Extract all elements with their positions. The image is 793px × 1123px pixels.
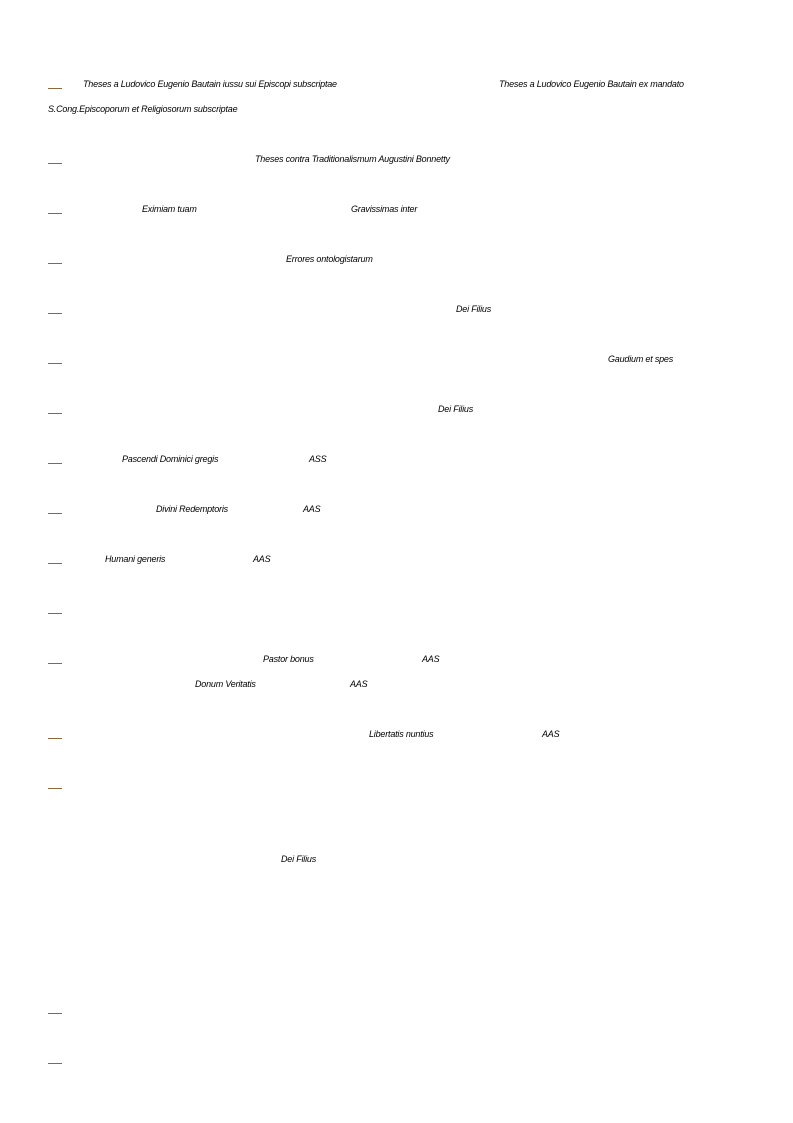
footnote-10-source: AAS (253, 554, 271, 564)
footnote-3-title-2: Gravissimas inter (351, 204, 418, 214)
footnote-mark (48, 463, 62, 464)
footnote-mark (48, 1013, 62, 1014)
footnote-8-source: ASS (309, 454, 327, 464)
footnote-12-source-2: AAS (350, 679, 368, 689)
footnote-1-continuation: S.Cong.Episcoporum et Religiosorum subscriptae (48, 104, 238, 114)
footnote-9-title: Divini Redemptoris (156, 504, 228, 514)
footnote-1-title: Theses a Ludovico Eugenio Bautain iussu sui Episcopi subscriptae (83, 79, 337, 89)
footnote-mark (48, 363, 62, 364)
footnote-7-title: Dei Filius (438, 404, 474, 414)
footnote-3-title: Eximiam tuam (142, 204, 197, 214)
footnote-14-title: Dei Filius (281, 854, 317, 864)
footnote-mark (48, 613, 62, 614)
footnote-9-source: AAS (303, 504, 321, 514)
footnote-10-title: Humani generis (105, 554, 166, 564)
footnote-mark (48, 1063, 62, 1064)
footnote-12-title-2: Donum Veritatis (195, 679, 256, 689)
footnote-mark (48, 88, 62, 89)
footnote-8-title: Pascendi Dominici gregis (122, 454, 219, 464)
footnote-1-title-2: Theses a Ludovico Eugenio Bautain ex mandato (499, 79, 684, 89)
footnote-mark (48, 563, 62, 564)
footnote-mark (48, 313, 62, 314)
footnote-5-title: Dei Filius (456, 304, 492, 314)
footnote-mark (48, 788, 62, 789)
footnote-6-title: Gaudium et spes (608, 354, 674, 364)
footnote-2-title: Theses contra Traditionalismum Augustini Bonnetty (255, 154, 450, 164)
footnote-12-source: AAS (422, 654, 440, 664)
footnote-12-title: Pastor bonus (263, 654, 314, 664)
footnote-mark (48, 738, 62, 739)
footnote-mark (48, 513, 62, 514)
footnote-13-source: AAS (542, 729, 560, 739)
footnote-4-title: Errores ontologistarum (286, 254, 373, 264)
footnote-mark (48, 213, 62, 214)
footnote-mark (48, 263, 62, 264)
footnote-mark (48, 663, 62, 664)
footnote-mark (48, 163, 62, 164)
footnote-13-title: Libertatis nuntius (369, 729, 434, 739)
footnote-mark (48, 413, 62, 414)
